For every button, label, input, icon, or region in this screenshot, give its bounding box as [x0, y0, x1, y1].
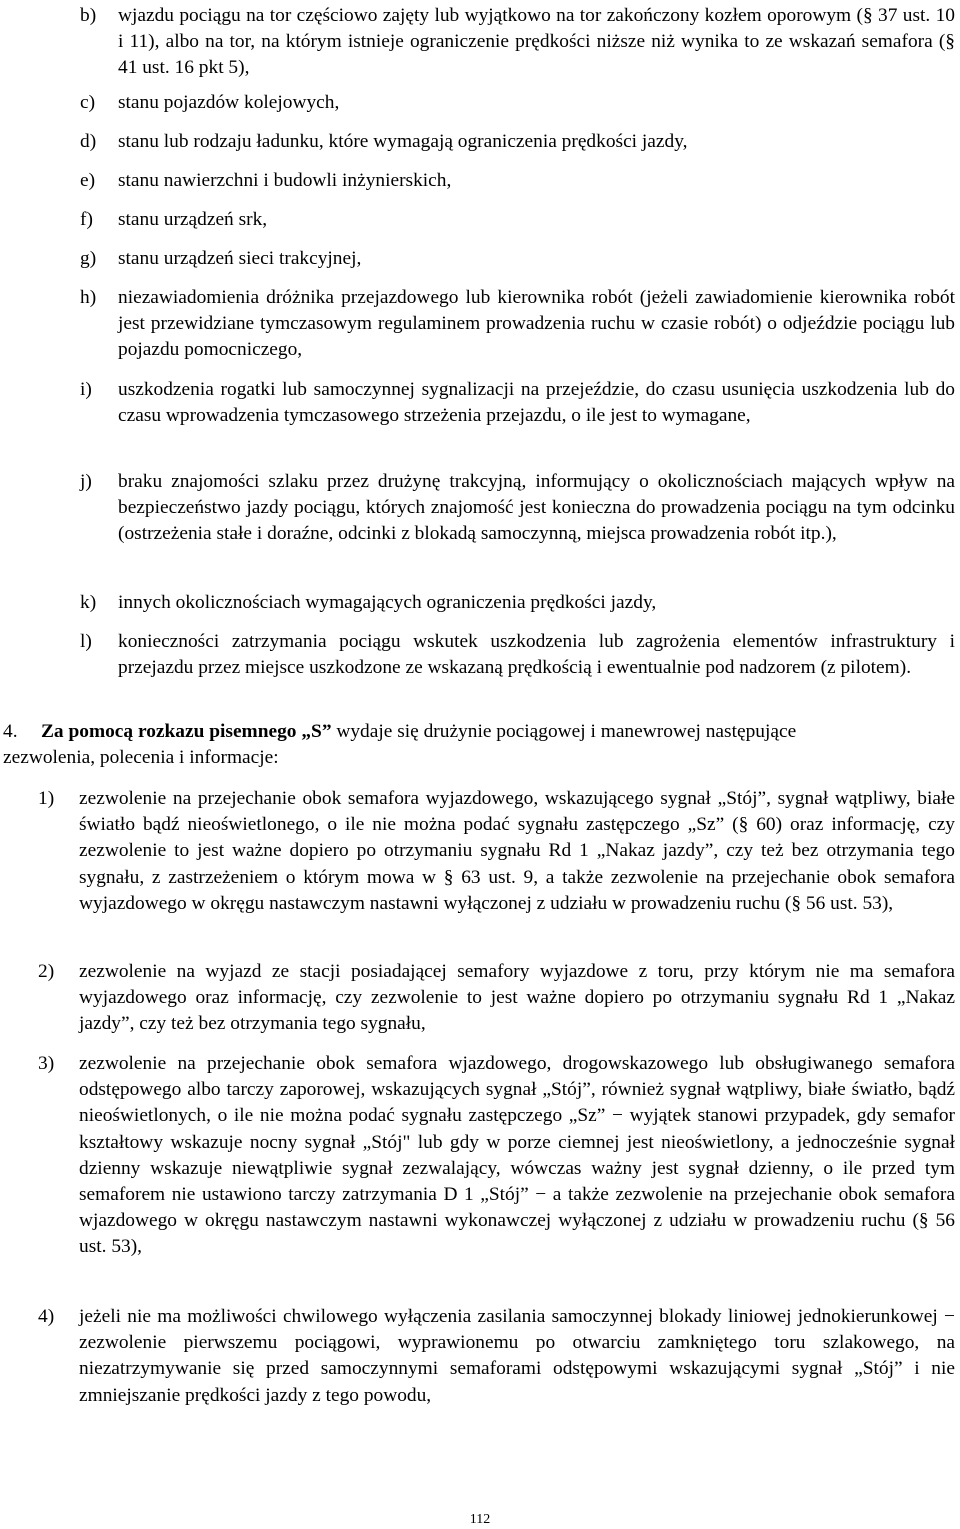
list-item — [80, 207, 955, 233]
list-item-label: l) — [80, 631, 92, 652]
list-item-text: stanu pojazdów kolejowych, — [118, 92, 340, 113]
list-item — [80, 246, 955, 272]
numbered-item-label: 2) — [38, 961, 55, 982]
numbered-item — [38, 959, 955, 1038]
numbered-item — [38, 786, 955, 917]
list-item-text: stanu urządzeń sieci trakcyjnej, — [118, 248, 362, 269]
list-item — [80, 377, 955, 429]
list-item-label: k) — [80, 592, 97, 613]
numbered-item-text: zezwolenie na przejechanie obok semafora wyjazdowego, wskazującego sygnał „Stój”, sygnał wątpliwy, białe światło bądź nieoświetlonego, o ile nie można podać sygnału zastępczego „Sz” (§ 60) oraz informację, czy zezwolenie to jest ważne dopiero po otrzymaniu sygnału Rd 1 „Nakaz jazdy”, czy też bez otrzymania tego sygnału, z zastrzeżeniem o którym mowa w § 63 ust. 9, a także zezwolenie na przejechanie obok semafora wyjazdowego w okręgu nastawczym nastawni wyłączonej z udziału w prowadzeniu ruchu (§ 56 ust. 53), — [79, 788, 955, 914]
list-item — [80, 168, 955, 194]
list-item-label: j) — [80, 471, 92, 492]
numbered-item-label: 4) — [38, 1306, 55, 1327]
list-item-text: wjazdu pociągu na tor częściowo zajęty lub wyjątkowo na tor zakończony kozłem oporowym (§ 37 ust. 10 i 11), albo na tor, na którym istnieje ograniczenie prędkości niższe niż wynika to ze wskazań semafora (§ 41 ust. 16 pkt 5), — [118, 5, 955, 79]
list-item — [80, 590, 955, 616]
page-number: 112 — [469, 1512, 491, 1527]
list-item-text: uszkodzenia rogatki lub samoczynnej sygnalizacji na przejeździe, do czasu usunięcia uszkodzenia lub do czasu wprowadzenia tymczasowego strzeżenia przejazdu, o ile jest to wymagane, — [118, 379, 955, 427]
numbered-item — [38, 1304, 955, 1409]
list-item-text: stanu nawierzchni i budowli inżynierskich, — [118, 170, 452, 191]
list-item-label: d) — [80, 131, 97, 152]
list-item — [80, 90, 955, 116]
list-item-label: c) — [80, 92, 96, 113]
numbered-item-text: zezwolenie na wyjazd ze stacji posiadającej semafory wyjazdowe z toru, przy którym nie ma semafora wyjazdowego oraz informację, czy zezwolenie to jest ważne dopiero po otrzymaniu sygnału Rd 1 „Nakaz jazdy”, czy też bez otrzymania tego sygnału, — [79, 961, 955, 1035]
list-item-label: b) — [80, 5, 97, 26]
list-item-text: stanu lub rodzaju ładunku, które wymagają ograniczenia prędkości jazdy, — [118, 131, 688, 152]
list-item — [80, 469, 955, 548]
section-heading — [3, 719, 955, 771]
list-item-label: g) — [80, 248, 97, 269]
numbered-item-text: zezwolenie na przejechanie obok semafora wjazdowego, drogowskazowego lub obsługiwanego semafora odstępowego albo tarczy zaporowej, wskazujących sygnał „Stój”, również sygnał wątpliwy, białe światło, bądź nieoświetlonych, o ile nie można podać sygnału zastępczego „Sz” − wyjątek stanowi przypadek, gdy semafor kształtowy wskazuje nocny sygnał „Stój" lub gdy w porze ciemnej jest nieoświetlony, a jednocześnie sygnał dzienny wskazuje niewątpliwie sygnał zezwalający, wówczas ważny jest sygnał dzienny, o ile przed tym semaforem nie ustawiono tarczy zatrzymania D 1 „Stój” − a także zezwolenie na przejechanie obok semafora wjazdowego w okręgu nastawczym nastawni wykonawczej wyłączonej z udziału w prowadzeniu ruchu (§ 56 ust. 53), — [79, 1053, 955, 1258]
list-item — [80, 3, 955, 82]
list-item-label: e) — [80, 170, 96, 191]
list-item — [80, 629, 955, 681]
section-number: 4. — [3, 721, 18, 742]
list-item-text: innych okolicznościach wymagających ograniczenia prędkości jazdy, — [118, 592, 657, 613]
list-item-label: h) — [80, 287, 97, 308]
list-item-text: konieczności zatrzymania pociągu wskutek uszkodzenia lub zagrożenia elementów infrastruktury i przejazdu przez miejsce uszkodzone ze wskazaną prędkością i ewentualnie pod nadzorem (z pilotem). — [118, 631, 955, 679]
section-bold-phrase: Za pomocą rozkazu pisemnego „S” — [41, 721, 332, 742]
numbered-item-text: jeżeli nie ma możliwości chwilowego wyłączenia zasilania samoczynnej blokady liniowej jednokierunkowej − zezwolenie pierwszemu pociągowi, wyprawionemu po otwarciu zamkniętego toru szlakowego, na niezatrzymywanie się przed samoczynnymi semaforami odstępowymi wskazującymi sygnał „Stój” i nie zmniejszanie prędkości jazdy z tego powodu, — [79, 1306, 955, 1406]
list-item — [80, 129, 955, 155]
list-item-text: niezawiadomienia dróżnika przejazdowego lub kierownika robót (jeżeli zawiadomienie kierownika robót jest przewidziane tymczasowym regulaminem prowadzenia ruchu w czasie robót) o odjeździe pociągu lub pojazdu pomocniczego, — [118, 287, 955, 361]
section-second-line: zezwolenia, polecenia i informacje: — [3, 747, 279, 769]
section-first-line — [41, 719, 955, 745]
list-item-text: stanu urządzeń srk, — [118, 209, 268, 230]
numbered-item-label: 1) — [38, 788, 55, 809]
numbered-item — [38, 1051, 955, 1261]
list-item-label: f) — [80, 209, 93, 230]
numbered-item-label: 3) — [38, 1053, 55, 1074]
section-first-line-rest: wydaje się drużynie pociągowej i manewrowej następujące — [331, 721, 797, 742]
list-item-text: braku znajomości szlaku przez drużynę trakcyjną, informujący o okolicznościach mających wpływ na bezpieczeństwo jazdy pociągu, których znajomość jest konieczna do prowadzenia pociągu na tym odcinku (ostrzeżenia stałe i doraźne, odcinki z blokadą samoczynną, miejsca prowadzenia robót itp.), — [118, 471, 955, 545]
list-item — [80, 285, 955, 364]
list-item-label: i) — [80, 379, 92, 400]
